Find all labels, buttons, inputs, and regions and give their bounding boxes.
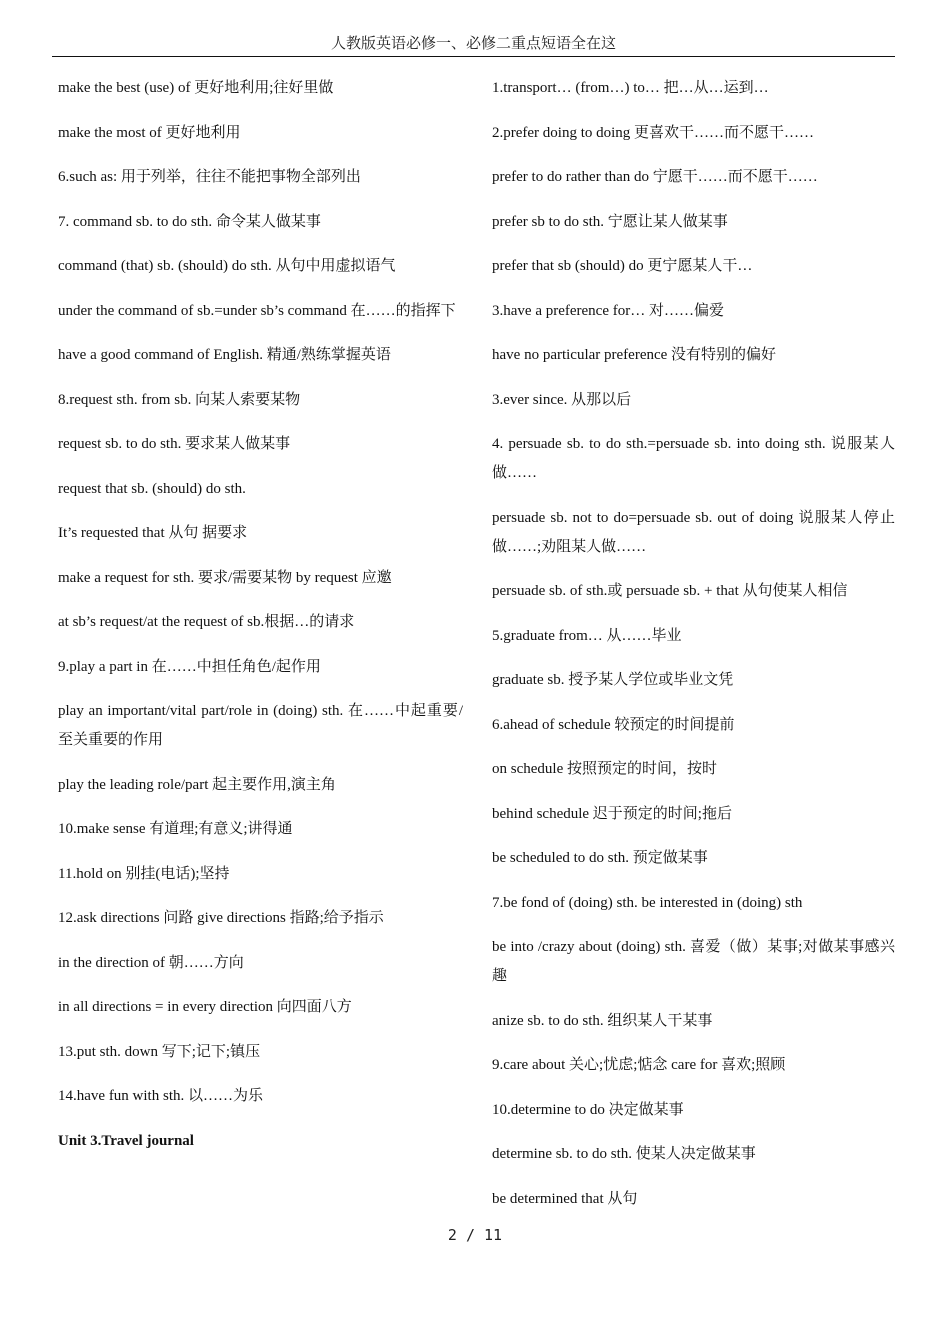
phrase-entry: in all directions = in every direction 向四面八方 [58, 999, 352, 1015]
phrase-entry: have a good command of English. 精通/熟练掌握英语 [58, 347, 391, 363]
phrase-entry: 9.play a part in 在……中担任角色/起作用 [58, 658, 321, 675]
phrase-entry: have no particular preference 没有特别的偏好 [492, 347, 777, 363]
phrase-entry: prefer sb to do sth. 宁愿让某人做某事 [492, 213, 728, 230]
phrase-entry: request that sb. (should) do sth. [58, 480, 246, 497]
phrase-entry: determine sb. to do sth. 使某人决定做某事 [492, 1146, 756, 1162]
section-heading: Unit 3.Travel journal [58, 1132, 194, 1149]
phrase-entry: 7. command sb. to do sth. 命令某人做某事 [58, 213, 321, 230]
phrase-entry: behind schedule 迟于预定的时间;拖后 [492, 805, 732, 822]
phrase-entry: in the direction of 朝……方向 [58, 954, 244, 971]
phrase-entry: play the leading role/part 起主要作用,演主角 [58, 776, 336, 793]
phrase-entry: 5.graduate from… 从……毕业 [492, 627, 682, 644]
phrase-entry: 10.determine to do 决定做某事 [492, 1101, 684, 1118]
phrase-entry: 6.such as: 用于列举，往往不能把事物全部列出 [58, 169, 361, 185]
phrase-entry: command (that) sb. (should) do sth. 从句中用虚拟语气 [58, 258, 396, 274]
phrase-entry: 9.care about 关心;忧虑;惦念 care for 喜欢;照顾 [492, 1057, 786, 1073]
phrase-entry: under the command of sb.=under sb’s command 在……的指挥下 [58, 302, 456, 319]
phrase-entry: at sb’s request/at the request of sb.根据…的请求 [58, 614, 355, 630]
phrase-entry: 13.put sth. down 写下;记下;镇压 [58, 1043, 261, 1060]
right-column [492, 74, 895, 1229]
phrase-entry: 1.transport… (from…) to… 把…从…运到… [492, 80, 769, 96]
phrase-entry: make a request for sth. 要求/需要某物 by request 应邀 [58, 569, 392, 586]
phrase-entry: make the most of 更好地利用 [58, 124, 241, 141]
phrase-entry: anize sb. to do sth. 组织某人干某事 [492, 1012, 713, 1029]
phrase-entry: prefer to do rather than do 宁愿干……而不愿干…… [492, 169, 818, 185]
phrase-entry: graduate sb. 授予某人学位或毕业文凭 [492, 672, 734, 688]
header-divider [52, 56, 895, 57]
phrase-entry: It’s requested that 从句 据要求 [58, 525, 248, 541]
phrase-entry: be into /crazy about (doing) sth. 喜爱（做）某事;对做某事感兴趣 [492, 939, 895, 984]
phrase-entry: 10.make sense 有道理;有意义;讲得通 [58, 821, 293, 837]
phrase-entry: 2.prefer doing to doing 更喜欢干……而不愿干…… [492, 124, 815, 141]
phrase-entry: 12.ask directions 问路 give directions 指路;给予指示 [58, 910, 384, 926]
left-column [58, 74, 463, 1171]
page-number: 2 / 11 [447, 1226, 503, 1244]
phrase-entry: 4. persuade sb. to do sth.=persuade sb. into doing sth. 说服某人做…… [492, 436, 895, 481]
phrase-entry: make the best (use) of 更好地利用;往好里做 [58, 80, 334, 96]
phrase-entry: 11.hold on 别挂(电话);坚持 [58, 865, 230, 882]
phrase-entry: persuade sb. not to do=persuade sb. out of doing 说服某人停止做……;劝阻某人做…… [492, 509, 895, 555]
phrase-entry: be scheduled to do sth. 预定做某事 [492, 850, 708, 866]
page-header-title: 人教版英语必修一、必修二重点短语全在这 [330, 34, 616, 52]
phrase-entry: play an important/vital part/role in (doing) sth. 在……中起重要/至关重要的作用 [58, 703, 463, 748]
phrase-entry: 6.ahead of schedule 较预定的时间提前 [492, 716, 735, 733]
phrase-entry: be determined that 从句 [492, 1190, 638, 1207]
phrase-entry: persuade sb. of sth.或 persuade sb. + that 从句使某人相信 [492, 583, 848, 599]
phrase-entry: 8.request sth. from sb. 向某人索要某物 [58, 391, 301, 408]
phrase-entry: 3.ever since. 从那以后 [492, 391, 632, 408]
phrase-entry: on schedule 按照预定的时间，按时 [492, 761, 717, 777]
phrase-entry: 14.have fun with sth. 以……为乐 [58, 1088, 263, 1104]
phrase-entry: request sb. to do sth. 要求某人做某事 [58, 436, 291, 452]
phrase-entry: 7.be fond of (doing) sth. be interested in (doing) sth [492, 894, 803, 911]
phrase-entry: prefer that sb (should) do 更宁愿某人干… [492, 258, 753, 274]
phrase-entry: 3.have a preference for… 对……偏爱 [492, 302, 724, 319]
